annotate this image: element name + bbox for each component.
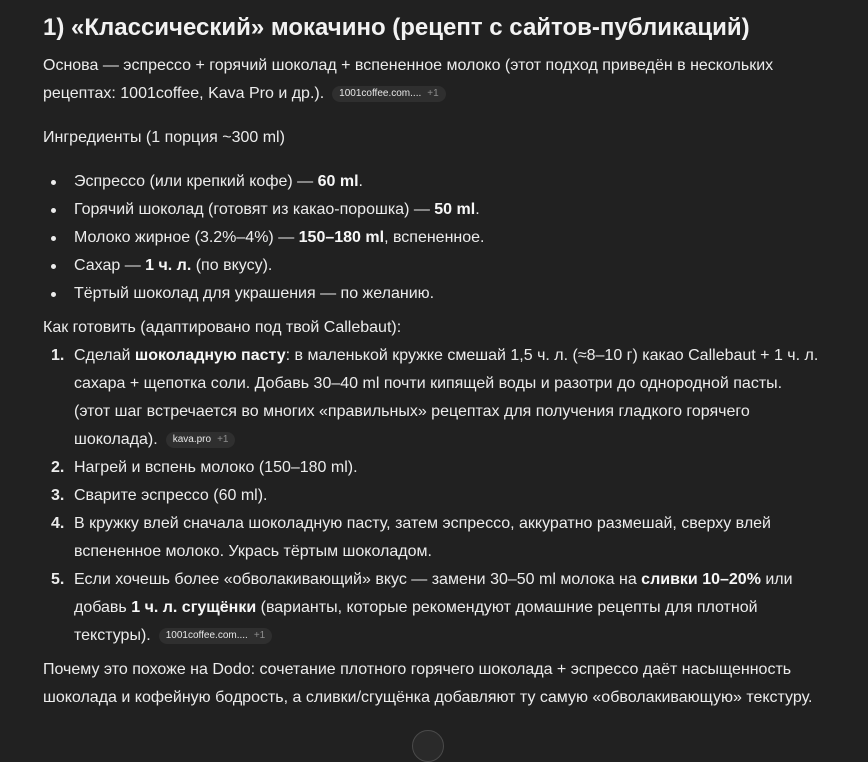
source-chip-count: +1	[253, 630, 266, 641]
step-note: (этот шаг встречается во многих «правильных» рецептах для получения гладкого горячего шоколада).	[74, 403, 750, 448]
item-amount: 50 ml	[434, 201, 476, 218]
item-text-tail: .	[475, 201, 480, 218]
step-text-mid: или добавь	[74, 571, 793, 616]
list-item	[43, 280, 833, 308]
item-text: Тёртый шоколад для украшения — по желанию.	[74, 285, 435, 302]
item-text: Горячий шоколад (готовят из какао-порошка) —	[74, 201, 435, 218]
source-chip-1001coffee[interactable]	[159, 628, 273, 644]
ingredients-list	[43, 168, 833, 308]
step-item	[43, 342, 833, 454]
outro-paragraph: Почему это похоже на Dodo: сочетание плотного горячего шоколада + эспрессо даёт насыщенность шоколада и кофейную бодрость, а сливки/сгущёнка добавляют ту самую «обволакивающую» текстуру.	[43, 661, 813, 706]
step-number: 4.	[51, 515, 65, 532]
source-chip-count: +1	[217, 434, 229, 445]
step-item	[43, 566, 833, 650]
list-item	[43, 168, 833, 196]
step-emphasis: сливки 10–20%	[641, 571, 761, 588]
source-chip-label: 1001coffee.com....	[165, 630, 248, 641]
item-amount: 150–180 ml	[298, 229, 385, 246]
step-item	[43, 482, 833, 510]
step-text-tail: : в маленькой кружке смешай 1,5 ч. л. (≈8–10 г) какао Callebaut + 1 ч. л. сахара + щепотка соли. Добавь 30–40 ml почти кипящей воды и разотри до однородной пасты.	[74, 347, 819, 392]
assistant-message	[43, 10, 833, 712]
item-text-tail: .	[358, 173, 363, 190]
section-title: 1) «Классический» мокачино (рецепт с сайтов-публикаций)	[43, 14, 750, 41]
list-item	[43, 196, 833, 224]
item-text: Молоко жирное (3.2%–4%) —	[74, 229, 299, 246]
step-emphasis-2: 1 ч. л. сгущёнки	[131, 599, 257, 616]
method-heading: Как готовить (адаптировано под твой Callebaut):	[43, 319, 402, 336]
step-number: 2.	[51, 459, 65, 476]
item-text: Сахар —	[74, 257, 146, 274]
step-text: В кружку влей сначала шоколадную пасту, затем эспрессо, аккуратно размешай, сверху влей вспененное молоко. Укрась тёртым шоколадом.	[74, 515, 771, 560]
source-chip-1001coffee[interactable]	[332, 86, 446, 102]
list-item	[43, 224, 833, 252]
item-text-tail: , вспененное.	[384, 229, 485, 246]
step-text-tail: (варианты, которые рекомендуют домашние рецепты для плотной текстуры).	[74, 599, 758, 644]
step-text: Сварите эспрессо (60 ml).	[74, 487, 268, 504]
list-item	[43, 252, 833, 280]
intro-text: Основа — эспрессо + горячий шоколад + вспененное молоко (этот подход приведён в нескольких рецептах: 1001coffee, Kava Pro и др.).	[43, 57, 774, 102]
step-number: 5.	[51, 571, 65, 588]
source-chip-kava[interactable]	[166, 432, 236, 448]
source-chip-label: kava.pro	[172, 434, 212, 445]
steps-list	[43, 342, 833, 650]
item-text: Эспрессо (или крепкий кофе) —	[74, 173, 318, 190]
ingredients-heading: Ингредиенты (1 порция ~300 ml)	[43, 129, 285, 146]
step-emphasis: шоколадную пасту	[134, 347, 286, 364]
item-amount: 1 ч. л.	[145, 257, 192, 274]
scroll-down-button[interactable]	[412, 730, 444, 762]
step-text: Если хочешь более «обволакивающий» вкус — замени 30–50 ml молока на	[74, 571, 642, 588]
item-amount: 60 ml	[317, 173, 359, 190]
intro-paragraph	[43, 52, 833, 108]
step-item	[43, 510, 833, 566]
step-number: 3.	[51, 487, 65, 504]
item-text-tail: (по вкусу).	[191, 257, 273, 274]
step-number: 1.	[51, 347, 65, 364]
step-text: Сделай	[74, 347, 135, 364]
source-chip-label: 1001coffee.com....	[339, 88, 422, 99]
step-text: Нагрей и вспень молоко (150–180 ml).	[74, 459, 358, 476]
source-chip-count: +1	[427, 88, 439, 99]
step-item	[43, 454, 833, 482]
